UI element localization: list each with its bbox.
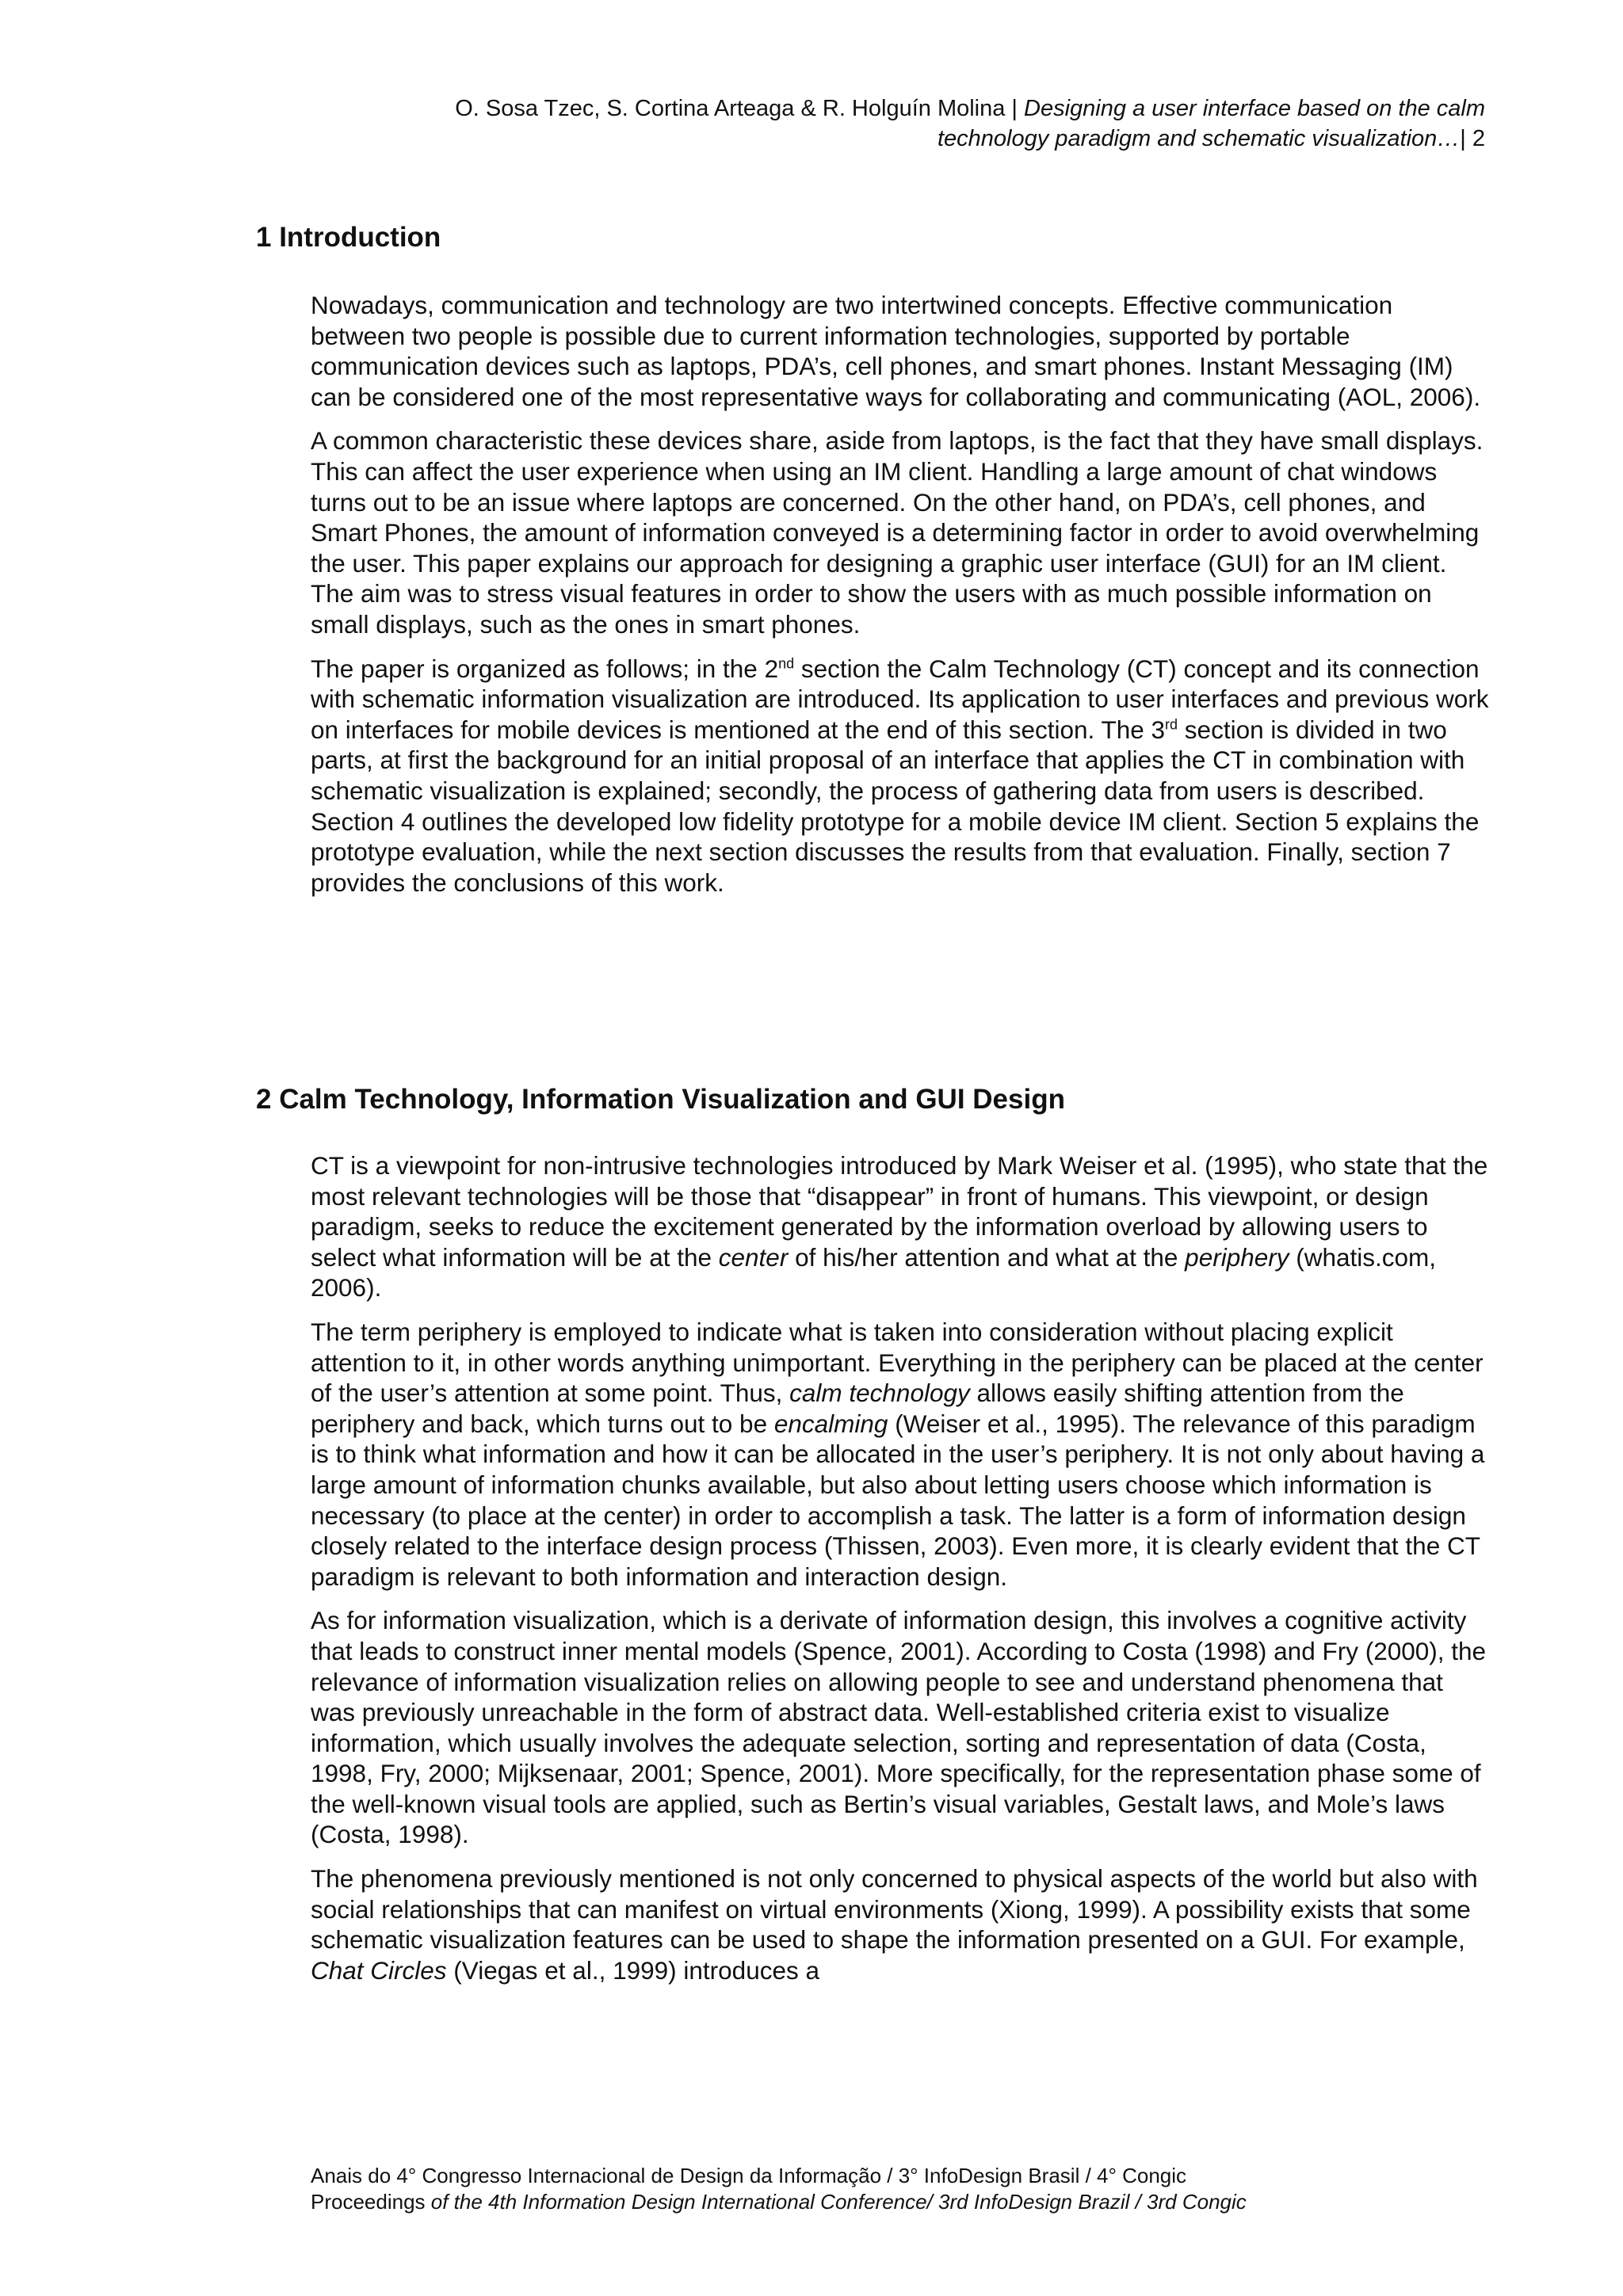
section-2-paragraph-3: As for information visualization, which is a derivate of information design, this involves a cognitive activity that leads to construct inner mental models (Spence, 2001). According to Costa (1998) and Fry (2000), the relevance of information visualization relies on allowing people to see and understand phenomena that was previously unreachable in the form of abstract data. Well-established criteria exist to visualize information, which usually involves the adequate selection, sorting and representation of data (Costa, 1998, Fry, 2000; Mijksenaar, 2001; Spence, 2001). More specifically, for the representation phase some of the well-known visual tools are applied, such as Bertin’s visual variables, Gestalt laws, and Mole’s laws (Costa, 1998). bbox=[311, 1606, 1487, 1849]
paragraph-text: allows easily shifting attention from the periphery and back, which turns out to be bbox=[311, 1379, 1404, 1438]
paragraph-text: The term periphery is employed to indicate what is taken into consideration without placing explicit attention to it, in other words anything unimportant. Everything in the periphery can be placed at the center of the user’s attention at some point. Thus, bbox=[311, 1317, 1484, 1408]
footer-text-italic: of the 4th Information Design International Conference/ 3rd InfoDesign Brazil / 3rd Congic bbox=[430, 2190, 1247, 2214]
header-title-part-2: technology paradigm and schematic visualization… bbox=[937, 126, 1461, 151]
paragraph-text: The paper is organized as follows; in the 2 bbox=[311, 654, 779, 683]
page-number: | 2 bbox=[1460, 126, 1485, 151]
section-1-paragraph-1: Nowadays, communication and technology are two intertwined concepts. Effective communication between two people is possible due to current information technologies, supported by portable communication devices such as laptops, PDA’s, cell phones, and smart phones. Instant Messaging (IM) can be considered one of the most representative ways for collaborating and communicating (AOL, 2006). bbox=[311, 291, 1481, 411]
header-line-1 bbox=[138, 93, 1485, 124]
emphasis: encalming bbox=[773, 1409, 888, 1438]
section-2-body bbox=[311, 1150, 1491, 1999]
footer-line-1: Anais do 4° Congresso Internacional de Design da Informação / 3° InfoDesign Brasil / 4° Congic bbox=[311, 2164, 1187, 2187]
footer-line-2 bbox=[311, 2189, 1247, 2215]
header-title-part-1: Designing a user interface based on the calm bbox=[1024, 96, 1485, 121]
emphasis: Chat Circles bbox=[311, 1955, 447, 1985]
section-2-paragraph-1 bbox=[311, 1150, 1491, 1303]
paragraph-text: The phenomena previously mentioned is not only concerned to physical aspects of the world but also with social relationships that can manifest on virtual environments (Xiong, 1999). A possibility exists that some schematic visualization features can be used to shape the information presented on a GUI. For example, bbox=[311, 1864, 1478, 1955]
paragraph-text: section is divided in two parts, at first the background for an initial proposal of an interface that applies the CT in combination with schematic visualization is explained; secondly, the process of gathering data from users is described. Section 4 outlines the developed low fidelity prototype for a mobile device IM client. Section 5 explains the prototype evaluation, while the next section discusses the results from that evaluation. Finally, section 7 provides the conclusions of this work. bbox=[311, 715, 1480, 897]
paragraph-text: (whatis.com, 2006). bbox=[311, 1242, 1437, 1302]
section-1-paragraph-3 bbox=[311, 654, 1491, 898]
superscript: nd bbox=[778, 655, 795, 672]
emphasis: center bbox=[718, 1242, 789, 1272]
paragraph-text: section the Calm Technology (CT) concept and its connection with schematic information visualization are introduced. Its application to user interfaces and previous work on interfaces for mobile devices is mentioned at the end of this section. The 3 bbox=[311, 654, 1489, 744]
section-1-paragraph-2: A common characteristic these devices share, aside from laptops, is the fact that they have small displays. This can affect the user experience when using an IM client. Handling a large amount of chat windows turns out to be an issue where laptops are concerned. On the other hand, on PDA’s, cell phones, and Smart Phones, the amount of information conveyed is a determining factor in order to avoid overwhelming the user. This paper explains our approach for designing a graphic user interface (GUI) for an IM client. The aim was to stress visual features in order to show the users with as much possible information on small displays, such as the ones in smart phones. bbox=[311, 426, 1484, 639]
paragraph-text: of his/her attention and what at the bbox=[788, 1242, 1186, 1272]
paragraph-text: (Viegas et al., 1999) introduces a bbox=[446, 1955, 820, 1985]
header-authors: O. Sosa Tzec, S. Cortina Arteaga & R. Holguín Molina | bbox=[455, 96, 1025, 121]
section-2-paragraph-4 bbox=[311, 1863, 1491, 1985]
paragraph-text: (Weiser et al., 1995). The relevance of this paradigm is to think what information and how it can be allocated in the user’s periphery. It is not only about having a large amount of information chunks available, but also about letting users choose which information is necessary (to place at the center) in order to accomplish a task. The latter is a form of information design closely related to the interface design process (Thissen, 2003). Even more, it is clearly evident that the CT paradigm is relevant to both information and interaction design. bbox=[311, 1409, 1485, 1591]
page-footer bbox=[311, 2163, 1247, 2215]
section-2-heading: 2 Calm Technology, Information Visualization and GUI Design bbox=[256, 1084, 1065, 1115]
section-1-body bbox=[311, 290, 1491, 911]
footer-text: Proceedings bbox=[311, 2190, 431, 2214]
paragraph-text: CT is a viewpoint for non-intrusive technologies introduced by Mark Weiser et al. (1995), who state that the most relevant technologies will be those that “disappear” in front of humans. This viewpoint, or design paradigm, seeks to reduce the excitement generated by the information overload by allowing users to select what information will be at the bbox=[311, 1151, 1488, 1272]
header-line-2 bbox=[138, 124, 1485, 154]
section-1-heading: 1 Introduction bbox=[256, 222, 441, 253]
section-2-paragraph-2 bbox=[311, 1317, 1491, 1592]
emphasis: periphery bbox=[1185, 1242, 1289, 1272]
emphasis: calm technology bbox=[789, 1379, 970, 1408]
superscript: rd bbox=[1165, 716, 1178, 733]
running-header bbox=[138, 93, 1485, 154]
